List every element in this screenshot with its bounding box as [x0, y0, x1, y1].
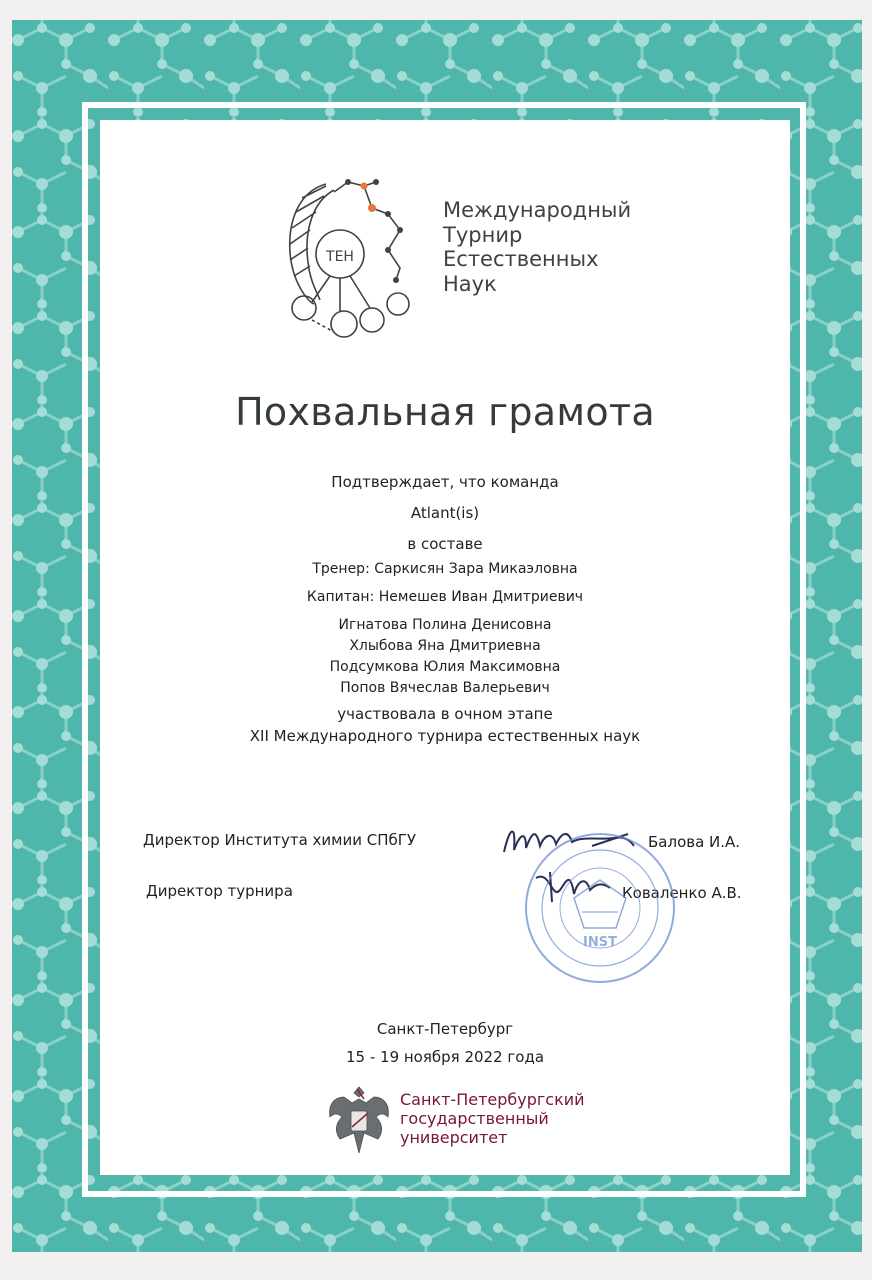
spbu-emblem-icon — [324, 1083, 394, 1158]
certificate-title: Похвальная грамота — [235, 390, 655, 434]
certificate-panel — [100, 120, 790, 1175]
university-line: Санкт-Петербургский — [400, 1090, 585, 1109]
place-text: Санкт-Петербург — [376, 1020, 514, 1038]
logo-line: Турнир — [443, 222, 523, 247]
confirms-text: Подтверждает, что команда — [331, 473, 559, 491]
logo-line: Международный — [443, 198, 632, 222]
certificate-border — [12, 20, 862, 1252]
captain-line: Капитан: Немешев Иван Дмитриевич — [306, 589, 584, 605]
logo-line: Естественных — [443, 247, 599, 271]
member-line: Игнатова Полина Денисовна — [338, 617, 552, 633]
coach-line: Тренер: Саркисян Зара Микаэловна — [312, 561, 578, 577]
signatory-name: Коваленко А.В. — [622, 884, 742, 902]
university-line: государственный — [400, 1109, 549, 1128]
university-line: университет — [400, 1128, 508, 1147]
orange-dot-icon — [368, 204, 376, 212]
participated-text: участвовала в очном этапе — [337, 705, 553, 723]
team-name: Atlant(is) — [410, 504, 480, 522]
event-text: XII Международного турнира естественных наук — [249, 727, 641, 745]
member-line: Хлыбова Яна Дмитриевна — [349, 638, 541, 654]
logo-text — [443, 198, 631, 296]
tournament-logo-icon — [268, 172, 428, 342]
signatory-position: Директор турнира — [146, 882, 293, 900]
stamp-icon — [520, 828, 680, 988]
dates-text: 15 - 19 ноября 2022 года — [345, 1048, 545, 1066]
stamp-label: INST — [583, 935, 617, 950]
university-name — [400, 1090, 585, 1147]
member-line: Попов Вячеслав Валерьевич — [340, 680, 550, 696]
member-line: Подсумкова Юлия Максимовна — [329, 659, 561, 675]
composition-text: в составе — [407, 535, 483, 553]
logo-badge-text: ТЕН — [326, 249, 354, 265]
signatory-name: Балова И.А. — [648, 833, 741, 851]
logo-line: Наук — [443, 271, 497, 296]
signatory-position: Директор Института химии СПбГУ — [143, 831, 417, 849]
